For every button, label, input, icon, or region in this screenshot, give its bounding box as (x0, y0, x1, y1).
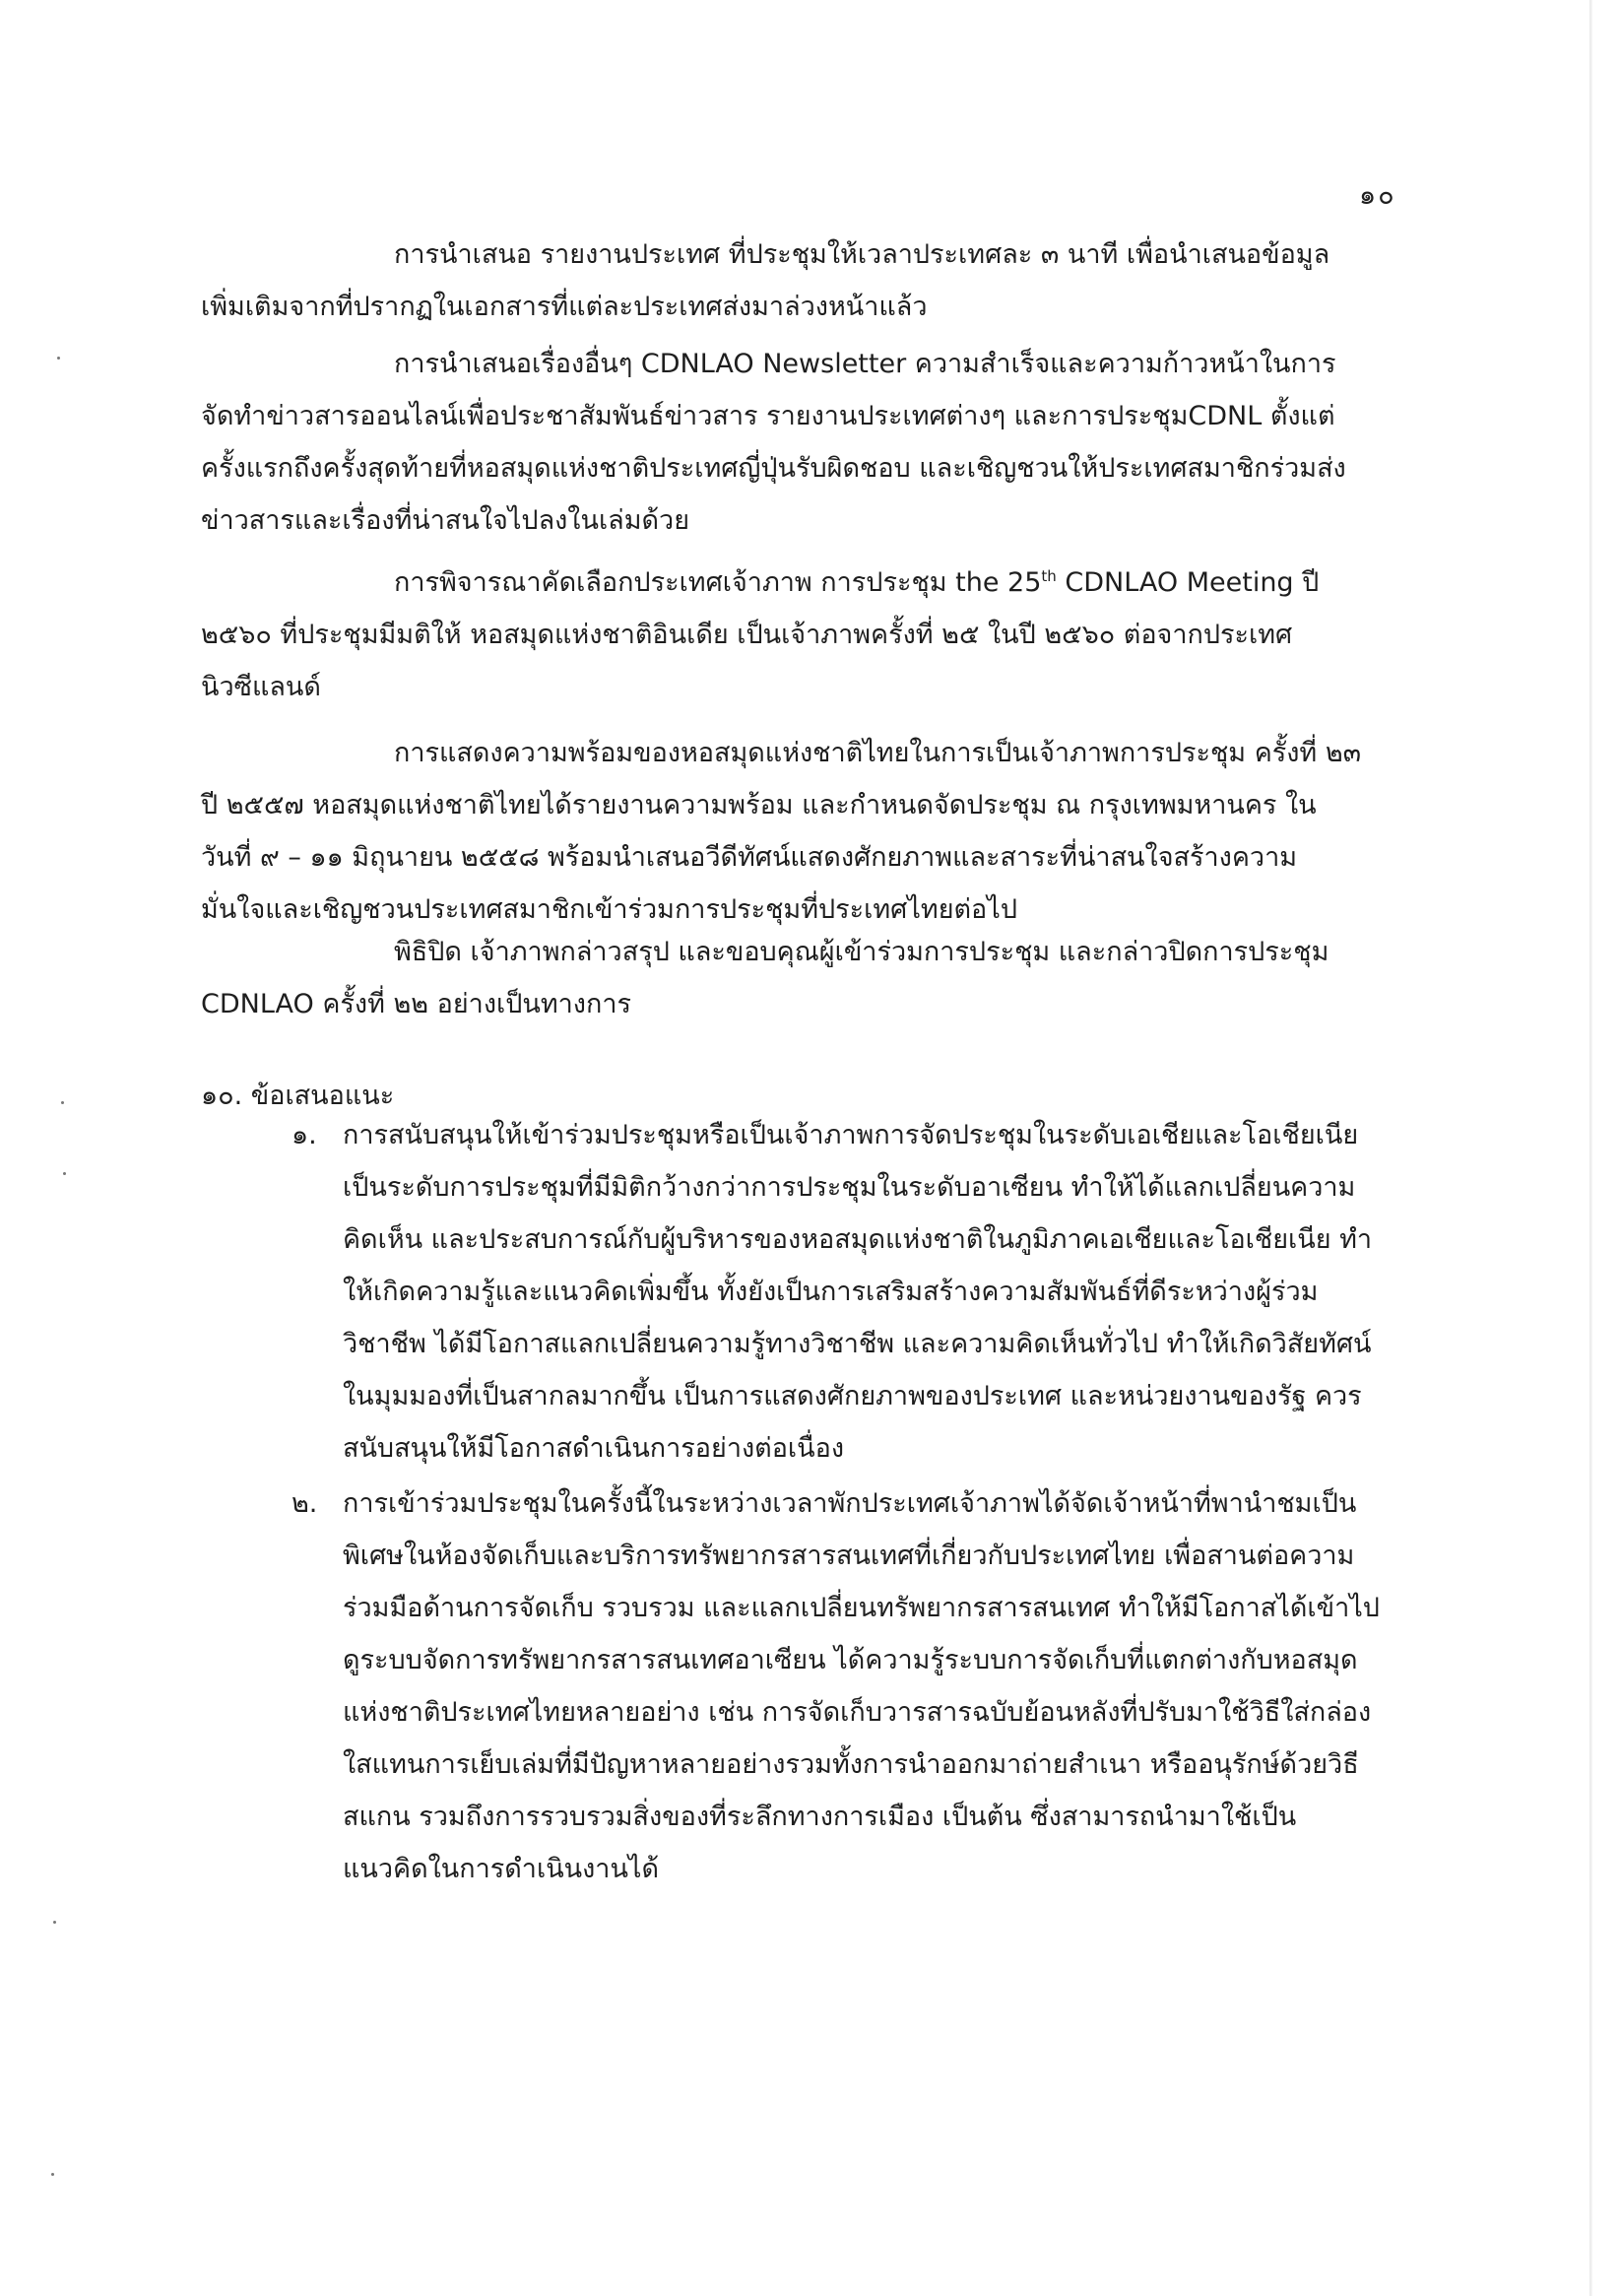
list-item-line: คิดเห็น และประสบการณ์กับผู้บริหารของหอสมุดแห่งชาติในภูมิภาคเอเชียและโอเชียเนีย ทำ (343, 1224, 1373, 1255)
list-item-line: ดูระบบจัดการทรัพยากรสารสนเทศอาเซียน ได้ความรู้ระบบการจัดเก็บที่แตกต่างกับหอสมุด (343, 1645, 1358, 1675)
list-item-line: พิเศษในห้องจัดเก็บและบริการทรัพยากรสารสนเทศที่เกี่ยวกับประเทศไทย เพื่อสานต่อความ (343, 1541, 1355, 1571)
paragraph-line: จัดทำข่าวสารออนไลน์เพื่อประชาสัมพันธ์ข่าวสาร รายงานประเทศต่างๆ และการประชุมCDNL ตั้งแต่ (201, 401, 1335, 431)
paragraph-line: นิวซีแลนด์ (201, 672, 321, 702)
list-item-line: ร่วมมือด้านการจัดเก็บ รวบรวม และแลกเปลี่ยนทรัพยากรสารสนเทศ ทำให้มีโอกาสได้เข้าไป (343, 1593, 1380, 1623)
list-item-body (343, 1109, 1414, 1475)
list-item-line: ในมุมมองที่เป็นสากลมากขึ้น เป็นการแสดงศักยภาพของประเทศ และหน่วยงานของรัฐ ควร (343, 1381, 1362, 1411)
line-text: การพิจารณาคัดเลือกประเทศเจ้าภาพ การประชุม the 25 (394, 567, 1042, 598)
list-item-line: ใสแทนการเย็บเล่มที่มีปัญหาหลายอย่างรวมทั้งการนำออกมาถ่ายสำเนา หรืออนุรักษ์ด้วยวิธี (343, 1749, 1359, 1780)
paragraph-line: วันที่ ๙ – ๑๑ มิถุนายน ๒๕๕๘ พร้อมนำเสนอวีดีทัศน์แสดงศักยภาพและสาระที่น่าสนใจสร้างความ (201, 842, 1298, 873)
section-heading: ๑๐. ข้อเสนอแนะ (201, 1081, 395, 1111)
scan-speck (53, 1921, 56, 1924)
list-item-body (343, 1477, 1414, 1895)
list-item-line: สแกน รวมถึงการรวบรวมสิ่งของที่ระลึกทางการเมือง เป็นต้น ซึ่งสามารถนำมาใช้เป็น (343, 1802, 1297, 1832)
list-item-number: ๒. (292, 1488, 318, 1519)
list-item-number: ๑. (292, 1120, 317, 1150)
list-item-line: เป็นระดับการประชุมที่มีมิติกว้างกว่าการประชุมในระดับอาเซียน ทำให้ได้แลกเปลี่ยนความ (343, 1172, 1356, 1203)
scan-speck (61, 1101, 64, 1104)
paragraph-line: การนำเสนอเรื่องอื่นๆ CDNLAO Newsletter ความสำเร็จและความก้าวหน้าในการ (394, 349, 1336, 379)
list-item-line: สนับสนุนให้มีโอกาสดำเนินการอย่างต่อเนื่อง (343, 1433, 845, 1464)
line-text: CDNLAO Meeting ปี (1056, 567, 1320, 598)
paragraph-line: การแสดงความพร้อมของหอสมุดแห่งชาติไทยในการเป็นเจ้าภาพการประชุม ครั้งที่ ๒๓ (394, 738, 1362, 768)
page-number: ๑๐ (1359, 180, 1396, 211)
list-item-line: การสนับสนุนให้เข้าร่วมประชุมหรือเป็นเจ้าภาพการจัดประชุมในระดับเอเชียและโอเชียเนีย (343, 1120, 1359, 1150)
paragraph-country-report (201, 229, 1412, 333)
list-item-line: วิชาชีพ ได้มีโอกาสแลกเปลี่ยนความรู้ทางวิชาชีพ และความคิดเห็นทั่วไป ทำให้เกิดวิสัยทัศน์ (343, 1329, 1372, 1359)
paragraph-line: พิธิปิด เจ้าภาพกล่าวสรุป และขอบคุณผู้เข้าร่วมการประชุม และกล่าวปิดการประชุม (394, 937, 1329, 967)
paragraph-line: มั่นใจและเชิญชวนประเทศสมาชิกเข้าร่วมการประชุมที่ประเทศไทยต่อไป (201, 894, 1017, 925)
paragraph-thailand-readiness (201, 727, 1412, 936)
list-item-line: แนวคิดในการดำเนินงานได้ (343, 1854, 660, 1884)
paragraph-closing-ceremony (201, 926, 1412, 1030)
paragraph-other-matters (201, 338, 1412, 547)
paragraph-line: ปี ๒๕๕๗ หอสมุดแห่งชาติไทยได้รายงานความพร้อม และกำหนดจัดประชุม ณ กรุงเทพมหานคร ใน (201, 790, 1317, 820)
scan-speck (51, 2173, 54, 2176)
scan-speck (57, 357, 60, 360)
scan-edge (1589, 0, 1592, 2296)
superscript: th (1041, 567, 1057, 585)
paragraph-line (201, 557, 1412, 609)
list-item-line: ให้เกิดความรู้และแนวคิดเพิ่มขึ้น ทั้งยังเป็นการเสริมสร้างความสัมพันธ์ที่ดีระหว่างผู้ร่วม (343, 1277, 1319, 1307)
paragraph-line: เพิ่มเติมจากที่ปรากฏในเอกสารที่แต่ละประเทศส่งมาล่วงหน้าแล้ว (201, 292, 928, 322)
list-item (292, 1109, 1414, 1475)
paragraph-line: CDNLAO ครั้งที่ ๒๒ อย่างเป็นทางการ (201, 989, 631, 1019)
paragraph-host-selection (201, 557, 1412, 713)
list-item-line: การเข้าร่วมประชุมในครั้งนี้ในระหว่างเวลาพักประเทศเจ้าภาพได้จัดเจ้าหน้าที่พานำชมเป็น (343, 1488, 1357, 1519)
list-item-line: แห่งชาติประเทศไทยหลายอย่าง เช่น การจัดเก็บวารสารฉบับย้อนหลังที่ปรับมาใช้วิธีใส่กล่อง (343, 1697, 1372, 1728)
paragraph-line: ครั้งแรกถึงครั้งสุดท้ายที่หอสมุดแห่งชาติประเทศญี่ปุ่นรับผิดชอบ และเชิญชวนให้ประเทศสมาชิกร่วมส่ง (201, 453, 1346, 484)
scan-speck (63, 1172, 66, 1175)
paragraph-line: การนำเสนอ รายงานประเทศ ที่ประชุมให้เวลาประเทศละ ๓ นาที เพื่อนำเสนอข้อมูล (394, 239, 1330, 270)
paragraph-line: ๒๕๖๐ ที่ประชุมมีมติให้ หอสมุดแห่งชาติอินเดีย เป็นเจ้าภาพครั้งที่ ๒๕ ในปี ๒๕๖๐ ต่อจากประเทศ (201, 620, 1293, 650)
list-item (292, 1477, 1414, 1895)
paragraph-line: ข่าวสารและเรื่องที่น่าสนใจไปลงในเล่มด้วย (201, 505, 690, 536)
